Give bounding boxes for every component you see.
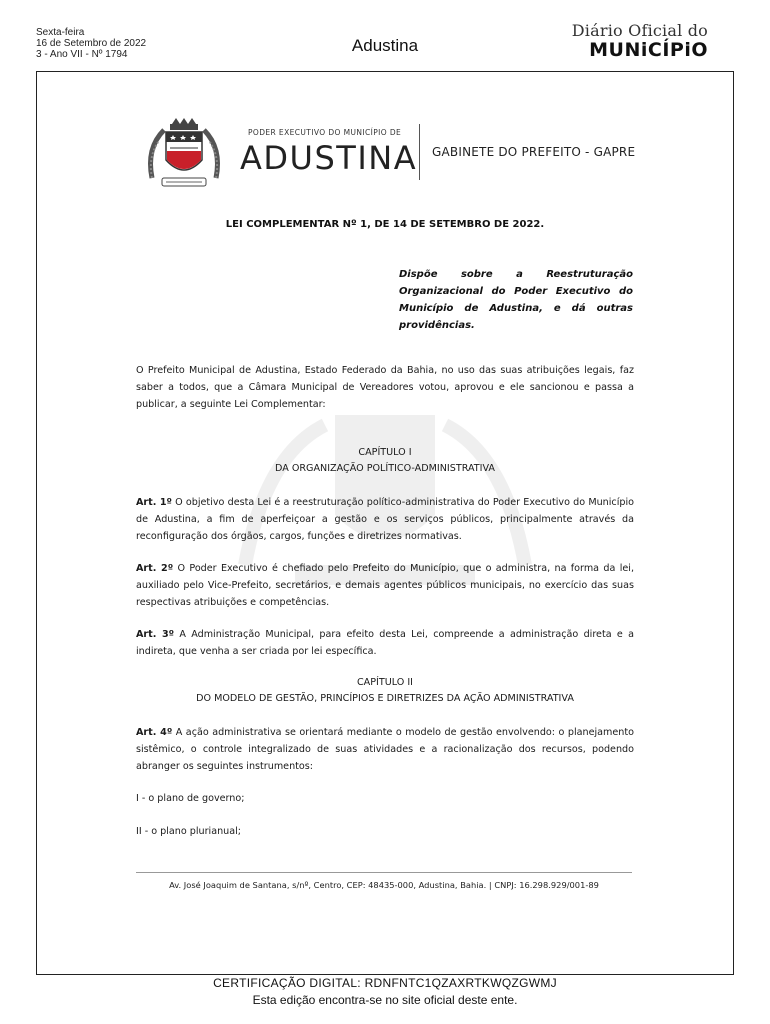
weekday: Sexta-feira xyxy=(36,27,85,38)
chapter-1-title: CAPÍTULO I xyxy=(358,447,412,458)
list-item: II - o plano plurianual; xyxy=(136,826,242,837)
law-ementa: Dispõe sobre a Reestruturação Organizacional do Poder Executivo do Município de Adustina, e dá outras providências. xyxy=(399,269,633,331)
edition-date: 16 de Setembro de 2022 xyxy=(36,38,147,49)
chapter-1-heading xyxy=(136,445,634,477)
gazette-logo-line2: MUNiCÍPiO xyxy=(589,39,708,61)
coat-of-arms-icon xyxy=(142,118,226,192)
letterhead-office: GABINETE DO PREFEITO - GAPRE xyxy=(432,145,636,159)
list-item: I - o plano de governo; xyxy=(136,793,245,804)
article-1-text: O objetivo desta Lei é a reestruturação político-administrativa do Poder Executivo do Município de Adustina, a fim de aperfeiçoar a gestão e os serviços públicos, principalmente através da reconfiguração dos órgãos, cargos, funções e diretrizes normativas. xyxy=(136,497,634,542)
article-2 xyxy=(136,560,634,611)
chapter-2-subtitle: DO MODELO DE GESTÃO, PRINCÍPIOS E DIRETRIZES DA AÇÃO ADMINISTRATIVA xyxy=(196,693,574,704)
letterhead-divider xyxy=(419,124,420,180)
article-1-label: Art. 1º xyxy=(136,497,172,508)
gazette-logo xyxy=(572,22,708,60)
letterhead-subtitle: PODER EXECUTIVO DO MUNICÍPIO DE xyxy=(248,128,402,137)
chapter-1-subtitle: DA ORGANIZAÇÃO POLÍTICO-ADMINISTRATIVA xyxy=(275,463,495,474)
footer-address: Av. José Joaquim de Santana, s/nº, Centro, CEP: 48435-000, Adustina, Bahia. | CNPJ: 16.298.929/001-89 xyxy=(169,880,599,890)
digital-certification: CERTIFICAÇÃO DIGITAL: RDNFNTC1QZAXRTKWQZGWMJ xyxy=(213,976,557,990)
chapter-2-heading xyxy=(136,675,634,707)
gazette-logo-line1: Diário Oficial do xyxy=(571,21,708,40)
law-title: LEI COMPLEMENTAR Nº 1, DE 14 DE SETEMBRO DE 2022. xyxy=(225,219,545,230)
edition-number: 3 - Ano VII - Nº 1794 xyxy=(36,49,128,60)
article-3-label: Art. 3º xyxy=(136,629,175,640)
edition-info xyxy=(36,27,146,60)
article-4-text: A ação administrativa se orientará mediante o modelo de gestão envolvendo: o planejamento sistêmico, o controle integralizado de suas atividades e a racionalização dos recursos, podendo abranger os seguintes instrumentos: xyxy=(136,727,634,772)
preamble: O Prefeito Municipal de Adustina, Estado Federado da Bahia, no uso das suas atribuições legais, faz saber a todos, que a Câmara Municipal de Vereadores votou, aprovou e ele sancionou e passa a publicar, a seguinte Lei Complementar: xyxy=(136,365,634,410)
official-site-notice: Esta edição encontra-se no site oficial deste ente. xyxy=(252,993,518,1007)
chapter-2-title: CAPÍTULO II xyxy=(356,677,414,688)
city-name: Adustina xyxy=(351,36,419,55)
article-1 xyxy=(136,494,634,545)
article-2-label: Art. 2º xyxy=(136,563,174,574)
footer-divider xyxy=(136,872,632,873)
article-2-text: O Poder Executivo é chefiado pelo Prefeito do Município, que o administra, na forma da lei, auxiliado pelo Vice-Prefeito, secretários, e demais agentes públicos municipais, no exercício das suas respectivas atribuições e competências. xyxy=(136,563,634,608)
article-3-text: A Administração Municipal, para efeito desta Lei, compreende a administração direta e a indireta, que venha a ser criada por lei específica. xyxy=(136,629,634,657)
article-4-label: Art. 4º xyxy=(136,727,173,738)
article-3 xyxy=(136,626,634,660)
article-4 xyxy=(136,724,634,775)
letterhead-title: ADUSTINA xyxy=(240,139,418,177)
